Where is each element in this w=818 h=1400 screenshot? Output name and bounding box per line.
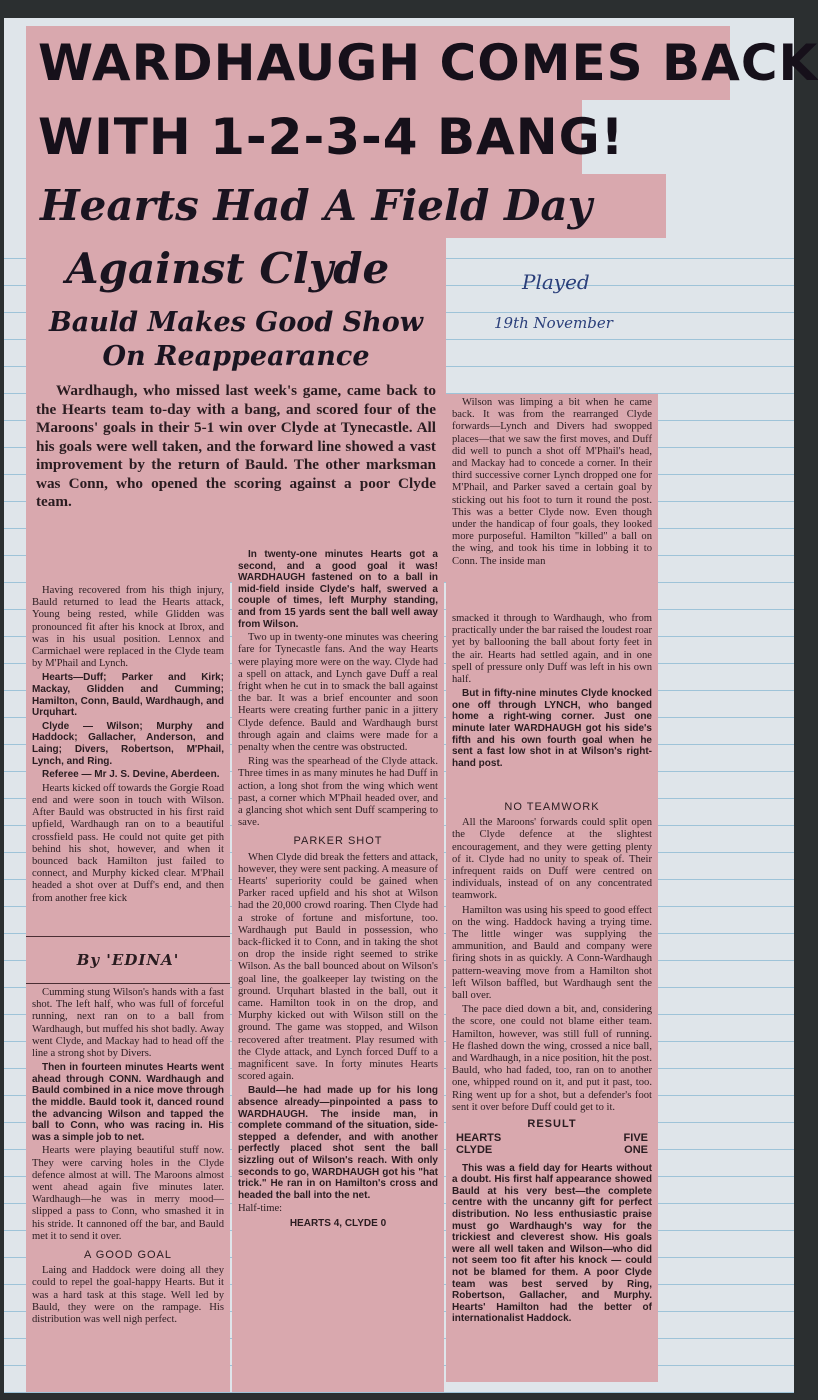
subhead-line1: Hearts Had A Field Day <box>40 181 592 230</box>
byline-clip <box>26 936 230 984</box>
col3-para: The pace died down a bit, and, considering the score, one could not blame either team. Hamilton, however, was still full of running. He flashed down the wing, crossed a nice ball, and Wardhaugh, in a nice position, hit the post. Bauld, who had faded, too, ran on to another one, whipped round on it, and put it past, too. Ring went up for a shot, but a defender's foot sent it over before Duff could get to it. <box>452 1004 652 1113</box>
headline-line2-clip <box>26 100 625 174</box>
subhead-bauld-2: On Reappearance <box>102 341 370 372</box>
col1b-para: Hearts were playing beautiful stuff now. They were carving holes in the Clyde defence almost at will. The Maroons almost went ahead again five minutes later. Wardhaugh—he was in merry mood—slipped a pass to Conn, who smashed it in his stride. It cannoned off the bar, and Bauld met it to send it over. <box>32 1145 224 1242</box>
col1b-conn-goal: Then in fourteen minutes Hearts went ahead through CONN. Wardhaugh and Bauld combined in a nice move through the middle. Bauld took it, danced round the advancing Wilson and tapped the ball to Conn, who was racing in. His was a simple job to net. <box>32 1062 224 1143</box>
col1-para: Hearts kicked off towards the Gorgie Road end and were soon in touch with Wilson. After Bauld was obstructed in his first raid upfield, Wardhaugh ran on to a beautiful crossfield pass. He could not quite get pith behind his shot, however, and when it bounced back Hamilton just failed to connect, and Murphy kicked clear. M'Phail headed a shot over at Duff's end, and then from another free kick <box>32 782 225 904</box>
handwritten-played: Played <box>522 270 590 294</box>
subhead-line2: Against Clyde <box>66 244 390 293</box>
col2-para: When Clyde did break the fetters and attack, however, they were sent packing. A measure of Hearts' superiority could be gained when Parker raced upfield and his shot at Wilson had the 20,000 crowd roaring. Then Clyde had a stroke of fortune and misfortune, too. Wardhaugh put Bauld in possession, who back-flicked it to Conn, and in taking the shot on drop the inside right seemed to strike Wilson. As the ball bounced about on Wilson's goal line, the goalkeeper lay twisting on the ground. Urquhart blasted in the ball, out it came. Hamilton took in on the drop, and Murphy kicked out with Wilson still on the ground. The game was stopped, and Wilson recovered after treatment. Play resumed with the Clyde attack, and Lynch forced Duff to a magnificent save. In forty minutes Hearts scored again. <box>238 851 438 1083</box>
result-heading: RESULT <box>527 1118 577 1131</box>
headline-line1-clip <box>26 26 818 100</box>
headline-line2: WITH 1-2-3-4 BANG! <box>38 108 625 166</box>
column-2 <box>232 546 444 1392</box>
col1c-para: Laing and Haddock were doing all they could to repel the goal-happy Hearts. But it was a hard task at this stage. Well led by Bauld, they were on the rampage. His distribution was well nigh perfect. <box>32 1265 224 1326</box>
result-score-clyde: ONE <box>624 1144 648 1157</box>
col1-hearts-team: Hearts—Duff; Parker and Kirk; Mackay, Glidden and Cumming; Hamilton, Conn, Bauld, Wardhaugh, and Urquhart. <box>32 672 224 719</box>
result-row-clyde <box>452 1144 652 1156</box>
result-team-clyde: CLYDE <box>456 1144 493 1157</box>
halftime-score: HEARTS 4, CLYDE 0 <box>289 1217 387 1229</box>
col3-summary: This was a field day for Hearts without a doubt. His first half appearance showed Bauld at his very best—the complete centre with the uncanny gift for perfect distribution. No less enthusiastic praise must go Wardhaugh's way for the trickiest and cleverest show. His goals were all well taken and Wilson—who did not seem too fit after his knock — could not be blamed for them. A poor Clyde team was best served by Ring, Robertson, Gallacher, and Murphy. Hearts' Hamilton had the better of internationalist Haddock. <box>452 1162 652 1325</box>
headline-line1: WARDHAUGH COMES BACK <box>38 34 818 92</box>
intro-clip <box>26 300 446 582</box>
result-row-hearts <box>452 1132 652 1144</box>
column-3-middle <box>446 610 658 792</box>
intro-paragraph: Wardhaugh, who missed last week's game, came back to the Hearts team to-day with a bang, and scored four of the Maroons' goals in their 5-1 win over Clyde at Tynecastle. All his goals were well taken, and the forward line showed a vast improvement by the return of Bauld. The other marksman was Conn, who opened the scoring against a poor Clyde team. <box>36 382 436 510</box>
col1-heading: A GOOD GOAL <box>83 1249 173 1261</box>
column-3-top <box>446 394 658 610</box>
col3-lynch-goal: But in fifty-nine minutes Clyde knocked one off through LYNCH, who banged home a right-wing corner. Just one minute later WARDHAUGH got his side's fifth and his own fourth goal when he sent a fast low shot in at Wilson's right-hand post. <box>452 688 652 769</box>
col3-para: Wilson was limping a bit when he came back. It was from the rearranged Clyde forwards—Lynch and Divers had swopped places—that we saw the first moves, and Duff did well to punch a shot off M'Phail's head, and Mackay had to concede a corner. In their third successive corner Lynch dropped one for M'Phail, and Parker saved a certain goal by sticking out his foot to turn it round the post. This was a better Clyde now. Even though under the handicap of four goals, they looked more purposeful. Hamilton "killed" a ball on the wing, and took his time in lobbing it to Conn. The inside man <box>452 397 652 567</box>
column-1-bottom <box>26 984 230 1392</box>
col2-para: Two up in twenty-one minutes was cheering fare for Tynecastle fans. And the way Hearts were playing more were on the way. Clyde had a spell on attack, and Lynch gave Duff a real fright when he cut in to smack the ball against the bar. It was a brief encounter and soon Hearts were creating further panic in a jittery Clyde defence. Bauld and Wardhaugh burst through again and claims were made for a penalty when the centre was obstructed. <box>238 632 438 753</box>
halftime-label: Half-time: <box>238 1203 283 1215</box>
col3-para: smacked it through to Wardhaugh, who from practically under the bar raised the loudest roar yet by ballooning the ball about forty feet in the air. Hearts had settled again, and in one spell of pressure only Duff was left in his own half. <box>452 613 652 686</box>
col1-para: Having recovered from his thigh injury, Bauld returned to lead the Hearts attack, Young being rested, while Glidden was pronounced fit after his knock at Ibrox, and was in his usual position. Lennox and Carmichael were replaced in the Clyde team by M'Phail and Lynch. <box>32 585 224 670</box>
subhead-line2-clip <box>26 238 446 300</box>
col1-referee: Referee — Mr J. S. Devine, Aberdeen. <box>42 769 220 781</box>
scrapbook-page <box>4 18 818 1393</box>
column-1-top <box>26 582 230 936</box>
handwritten-date: 19th November <box>494 314 613 332</box>
byline: By 'EDINA' <box>76 951 180 969</box>
col2-para: Ring was the spearhead of the Clyde attack. Three times in as many minutes he had Duff in action, a long shot from the wing which went past, a corner which M'Phail headed over, and a glancing shot which sent Duff scampering to save. <box>238 756 438 829</box>
subhead-line1-clip <box>26 174 666 238</box>
col3-para: All the Maroons' forwards could split open the Clyde defence at the slightest encouragement, and they were getting plenty of it. Clyde had no unity to speak of. Their infrequent raids on Duff were centred on individuals, instead of on any concentrated teamwork. <box>452 817 652 902</box>
col2-hat-trick: Bauld—he had made up for his long absence already—pinpointed a pass to WARDHAUGH. The inside man, in complete command of the situation, side-stepped a defender, and with another perfectly placed shot sent the ball sizzling out of Wilson's reach. With only seconds to go, WARDHAUGH got his "hat trick." He ran in on Hamilton's cross and headed the ball into the net. <box>238 1085 438 1201</box>
col2-heading: PARKER SHOT <box>293 835 383 848</box>
ruled-line <box>4 1392 794 1393</box>
col1-clyde-team: Clyde — Wilson; Murphy and Haddock; Gallacher, Anderson, and Laing; Divers, Robertson, M'Phail, Lynch, and Ring. <box>32 720 224 767</box>
col3-heading: NO TEAMWORK <box>504 801 600 813</box>
subhead-bauld-1: Bauld Makes Good Show <box>48 307 424 338</box>
col3-para: Hamilton was using his speed to good effect on the wing. Haddock having a trying time. The little winger was supplying the ammunition, and Bauld and company were firing shots in as quickly. A Conn-Wardhaugh pattern-weaving move from a Hamilton shot left Wilson baffled, but Wardhaugh sent the ball over. <box>452 904 652 1002</box>
column-3-bottom <box>446 792 658 1382</box>
col1b-para: Cumming stung Wilson's hands with a fast shot. The left half, who was full of forceful running, next ran on to a ball from Wardhaugh, but muffed his shot badly. Away went Clyde, and Mackay had to head off the line a strong shot by Divers. <box>32 987 224 1060</box>
result-score-hearts: FIVE <box>623 1132 648 1145</box>
result-team-hearts: HEARTS <box>456 1132 502 1145</box>
col2-wardhaugh-goal: In twenty-one minutes Hearts got a second, and a good goal it was! WARDHAUGH fastened on to a ball in mid-field inside Clyde's half, swerved a couple of times, left Murphy standing, and from 15 yards sent the ball well away from Wilson. <box>238 549 438 630</box>
